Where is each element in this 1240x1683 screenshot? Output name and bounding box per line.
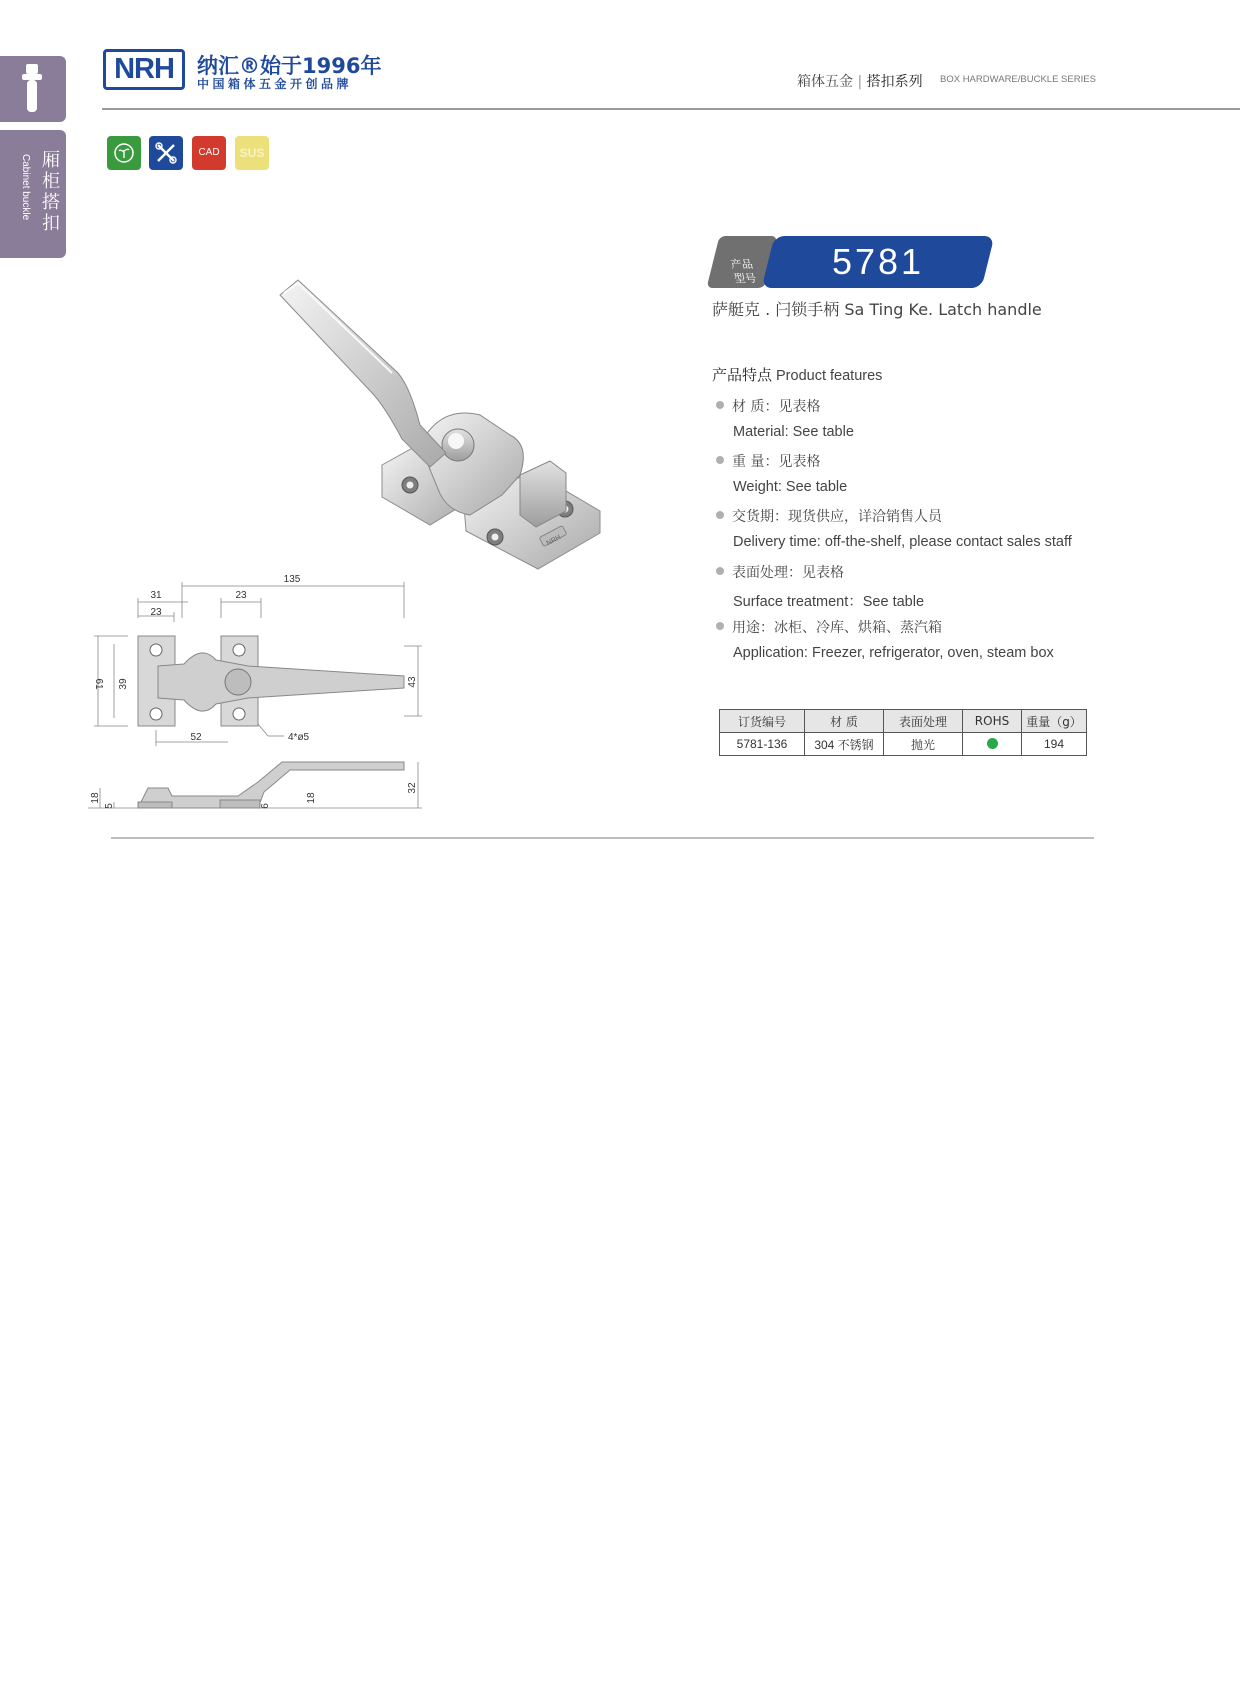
sus-icon [235,136,269,170]
dim-32: 32 [407,782,418,794]
series-english: BOX HARDWARE/BUCKLE SERIES [940,74,1096,85]
header-divider [102,108,1240,110]
cell-surface: 抛光 [884,733,963,756]
model-label-text [713,236,771,286]
bullet-icon [716,401,724,409]
feature-en: Material: See table [733,424,854,440]
brand-name: 纳汇®始于1996年 [197,54,382,78]
cell-weight: 194 [1022,733,1087,756]
cell-material: 304 不锈钢 [805,733,884,756]
product-render [270,275,610,595]
bullet-icon [716,511,724,519]
features-heading-cn: 产品特点 [712,366,773,384]
product-mark: NRH [545,533,563,548]
sidebar-tab-cabinet-buckle[interactable] [0,130,66,258]
cell-code: 5781-136 [720,733,805,756]
col-header: ROHS [963,710,1022,733]
feature-item [716,617,1054,661]
col-header: 重量（g） [1022,710,1087,733]
dim-23-left: 23 [150,607,162,618]
dim-31: 31 [150,590,162,601]
rohs-compliant-icon [987,738,998,749]
section-divider [111,837,1094,839]
spec-table [719,709,1087,756]
series-name: 搭扣系列 [866,74,923,90]
feature-cn: 用途：冰柜、冷库、烘箱、蒸汽箱 [732,620,942,636]
model-label-value: 产品 型号 [729,258,758,285]
model-number: 5781 [831,241,925,282]
dim-23-top: 23 [235,590,247,601]
sus-icon-label: SUS [239,146,265,160]
col-header: 材 质 [805,710,884,733]
cell-rohs [963,733,1022,756]
bullet-icon [716,622,724,630]
feature-en: Application: Freezer, refrigerator, oven, steam box [733,645,1054,661]
dim-43: 43 [407,676,418,688]
feature-en: Weight: See table [733,479,848,495]
dim-61: 61 [93,678,104,690]
series-category: 箱体五金 [797,74,853,90]
feature-item [716,396,854,440]
dim-6: 6 [260,803,271,809]
sidebar-icon-tab[interactable] [0,56,66,122]
feature-item [716,451,847,495]
brand-tagline: 中国箱体五金开创品牌 [197,77,353,91]
bullet-icon [716,456,724,464]
features-heading [712,364,882,385]
eco-icon [107,136,141,170]
dim-135: 135 [283,574,301,585]
dim-39: 39 [118,678,129,690]
feature-item [716,506,1072,550]
feature-cn: 交货期：现货供应，详洽销售人员 [732,509,942,525]
product-name: 萨艇克 . 闩锁手柄 Sa Ting Ke. Latch handle [712,300,1042,319]
brand-logo: NRH [103,49,185,90]
latch-icon [0,56,66,122]
dim-18-left: 18 [90,792,101,804]
sidebar-tab-label-en: Cabinet buckle [20,154,31,221]
features-heading-en: Product features [776,368,883,384]
feature-cn: 材 质：见表格 [732,399,821,415]
col-header: 订货编号 [720,710,805,733]
tools-icon [149,136,183,170]
dim-holes: 4*ø5 [288,732,310,743]
table-header-row [720,710,1087,733]
feature-cn: 重 量：见表格 [732,454,821,470]
table-row [720,733,1087,756]
model-number-badge [762,236,995,288]
technical-drawing [88,552,428,822]
feature-cn: 表面处理：见表格 [732,565,844,581]
cad-icon-label: CAD [198,147,220,158]
cad-icon [192,136,226,170]
feature-en: Delivery time: off-the-shelf, please contact sales staff [733,534,1072,550]
series-breadcrumb: 箱体五金 | 搭扣系列 [797,74,923,90]
feature-en: Surface treatment：See table [733,594,925,610]
sidebar-tab-label-cn: 厢柜搭扣 [39,150,60,234]
dim-52: 52 [190,732,202,743]
feature-item [716,562,924,611]
dim-5: 5 [104,803,115,809]
bullet-icon [716,567,724,575]
col-header: 表面处理 [884,710,963,733]
dim-18-right: 18 [306,792,317,804]
